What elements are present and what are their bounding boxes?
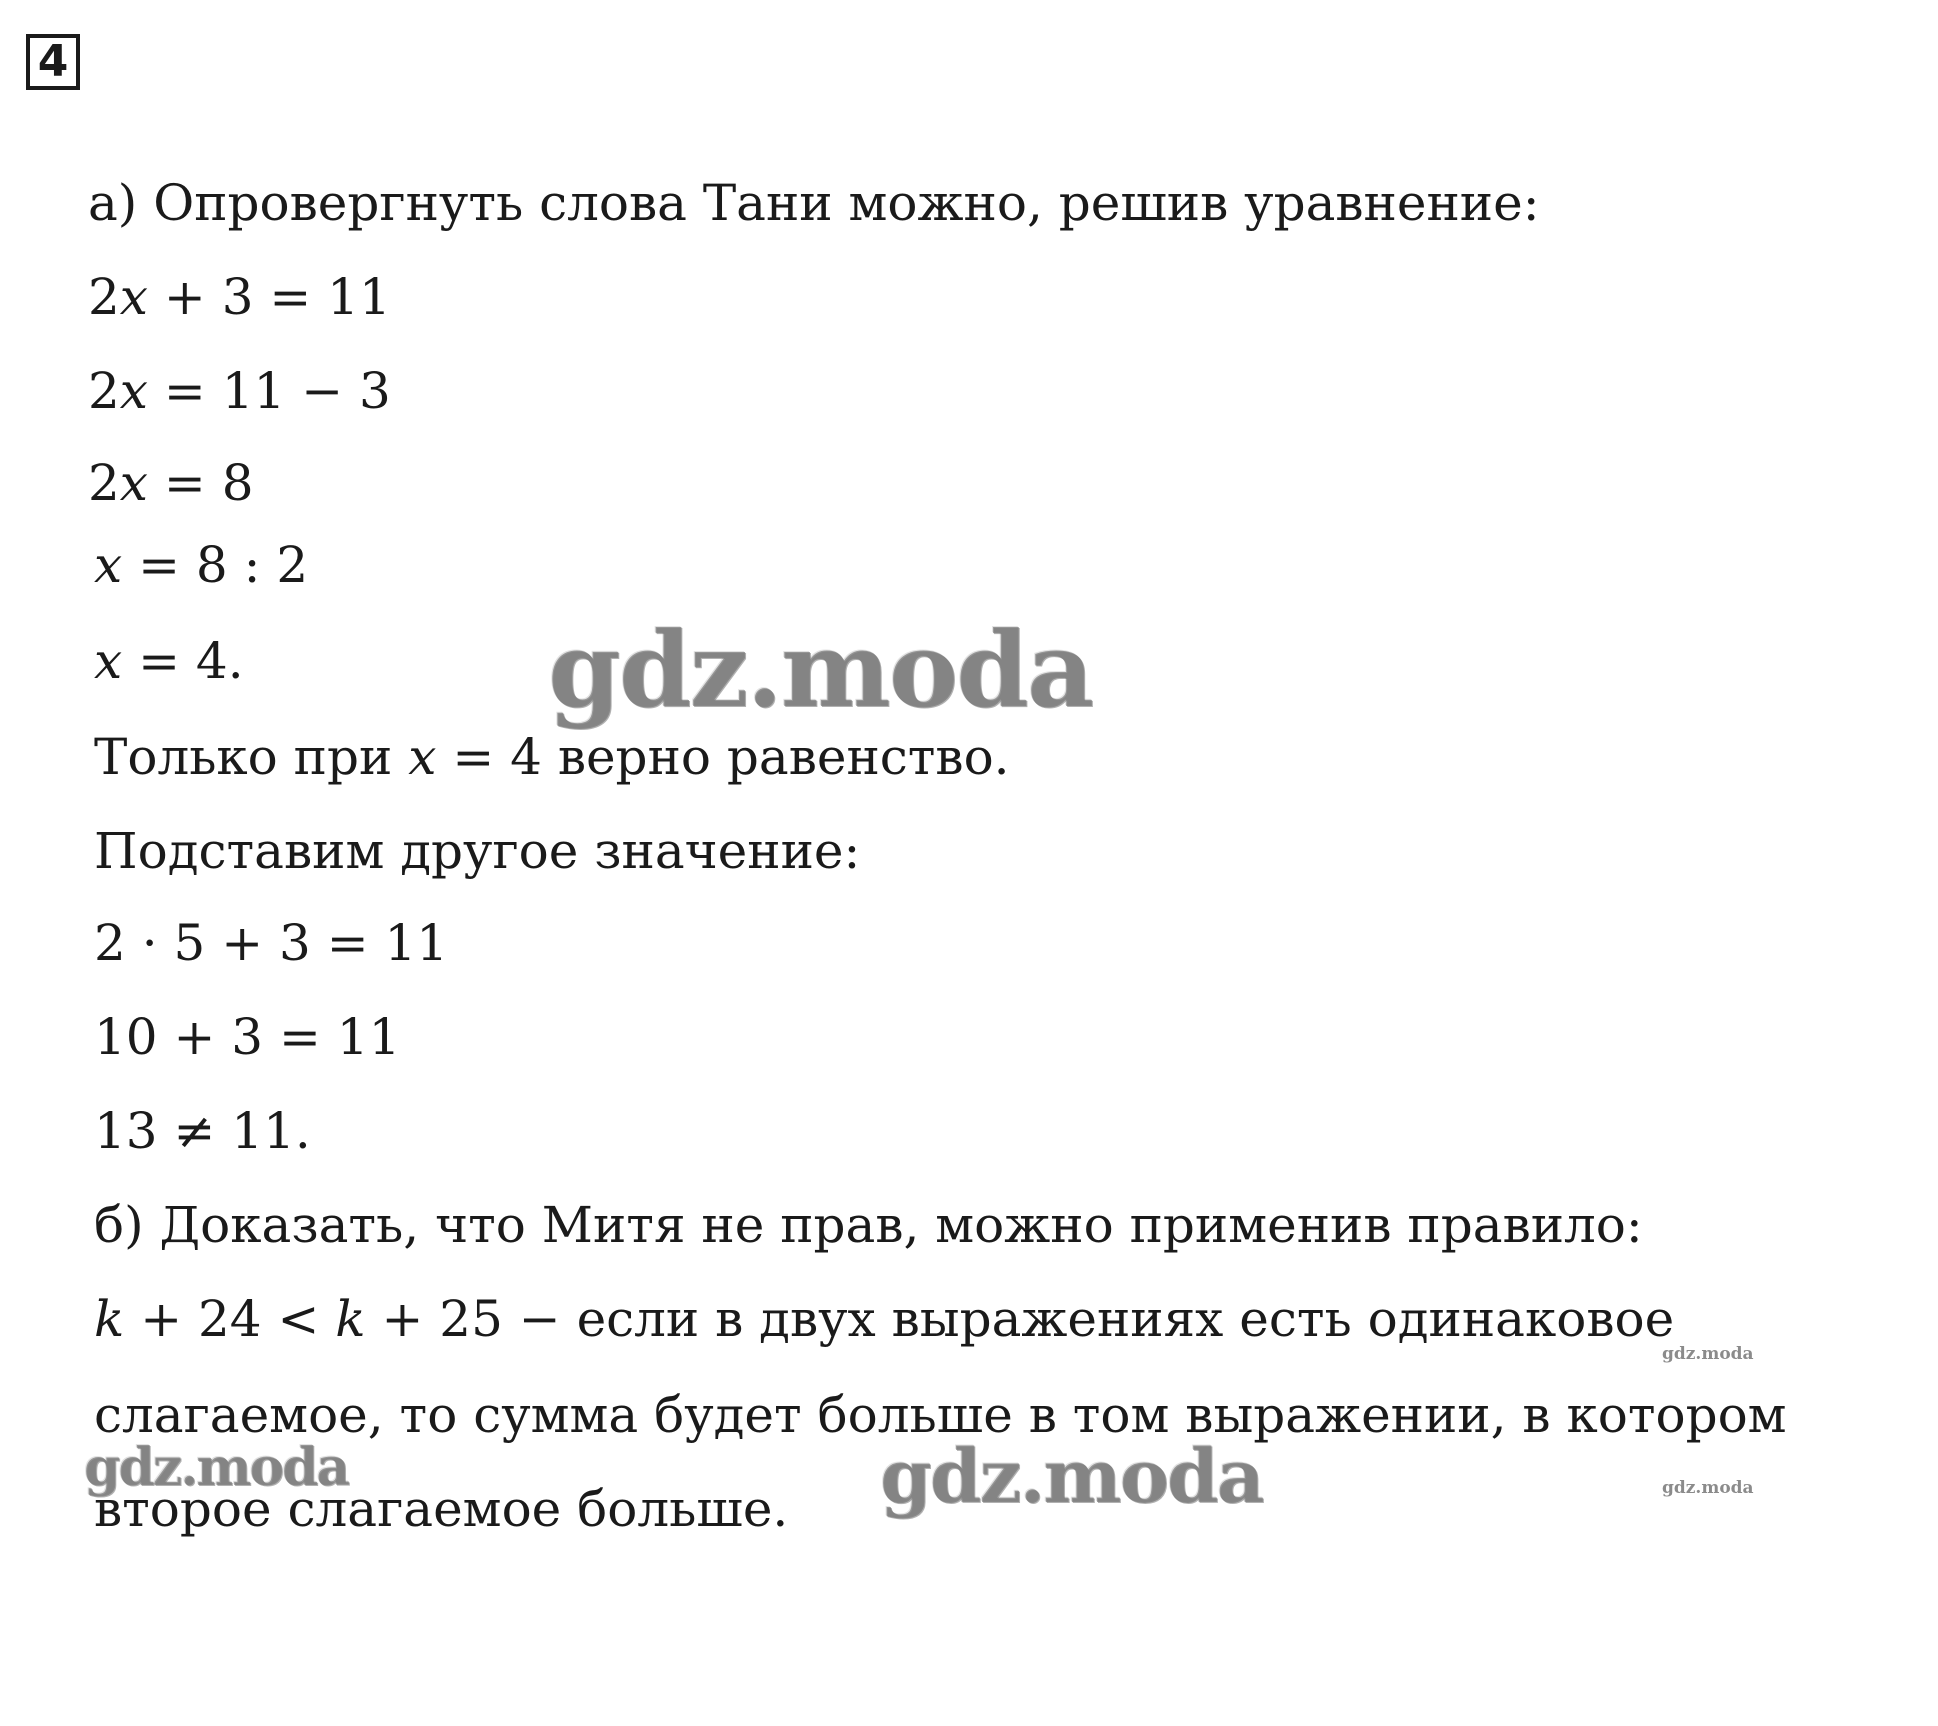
watermark-small-1: gdz.moda: [1662, 1344, 1754, 1364]
text-line-4: б) Доказать, что Митя не прав, можно применив правило:: [94, 1196, 1643, 1254]
task-number-box: 4: [26, 34, 80, 90]
equation-line-4: 𝑥 = 8 : 2: [94, 536, 309, 594]
equation-line-5: 𝑥 = 4.: [94, 632, 244, 690]
equation-line-6: 2 · 5 + 3 = 11: [94, 914, 449, 972]
watermark-small-2: gdz.moda: [1662, 1478, 1754, 1498]
text-line-7: второе слагаемое больше.: [94, 1480, 789, 1538]
text-line-2: Только при 𝑥 = 4 верно равенство.: [94, 728, 1010, 786]
equation-line-2: 2𝑥 = 11 − 3: [88, 362, 391, 420]
equation-line-3: 2𝑥 = 8: [88, 454, 254, 512]
text-line-3: Подставим другое значение:: [94, 822, 861, 880]
watermark-bottom-left: gdz.moda: [84, 1437, 349, 1498]
text-line-6: слагаемое, то сумма будет больше в том выражении, в котором: [94, 1386, 1787, 1444]
equation-line-1: 2𝑥 + 3 = 11: [88, 268, 391, 326]
equation-line-7: 10 + 3 = 11: [94, 1008, 401, 1066]
watermark-main: gdz.moda: [548, 608, 1093, 731]
text-line-1: а) Опровергнуть слова Тани можно, решив уравнение:: [88, 174, 1540, 232]
equation-line-8: 13 ≠ 11.: [94, 1102, 311, 1160]
text-line-5: 𝑘 + 24 < 𝑘 + 25 − если в двух выражениях есть одинаковое: [94, 1290, 1675, 1348]
watermark-bottom-center: gdz.moda: [880, 1434, 1263, 1520]
